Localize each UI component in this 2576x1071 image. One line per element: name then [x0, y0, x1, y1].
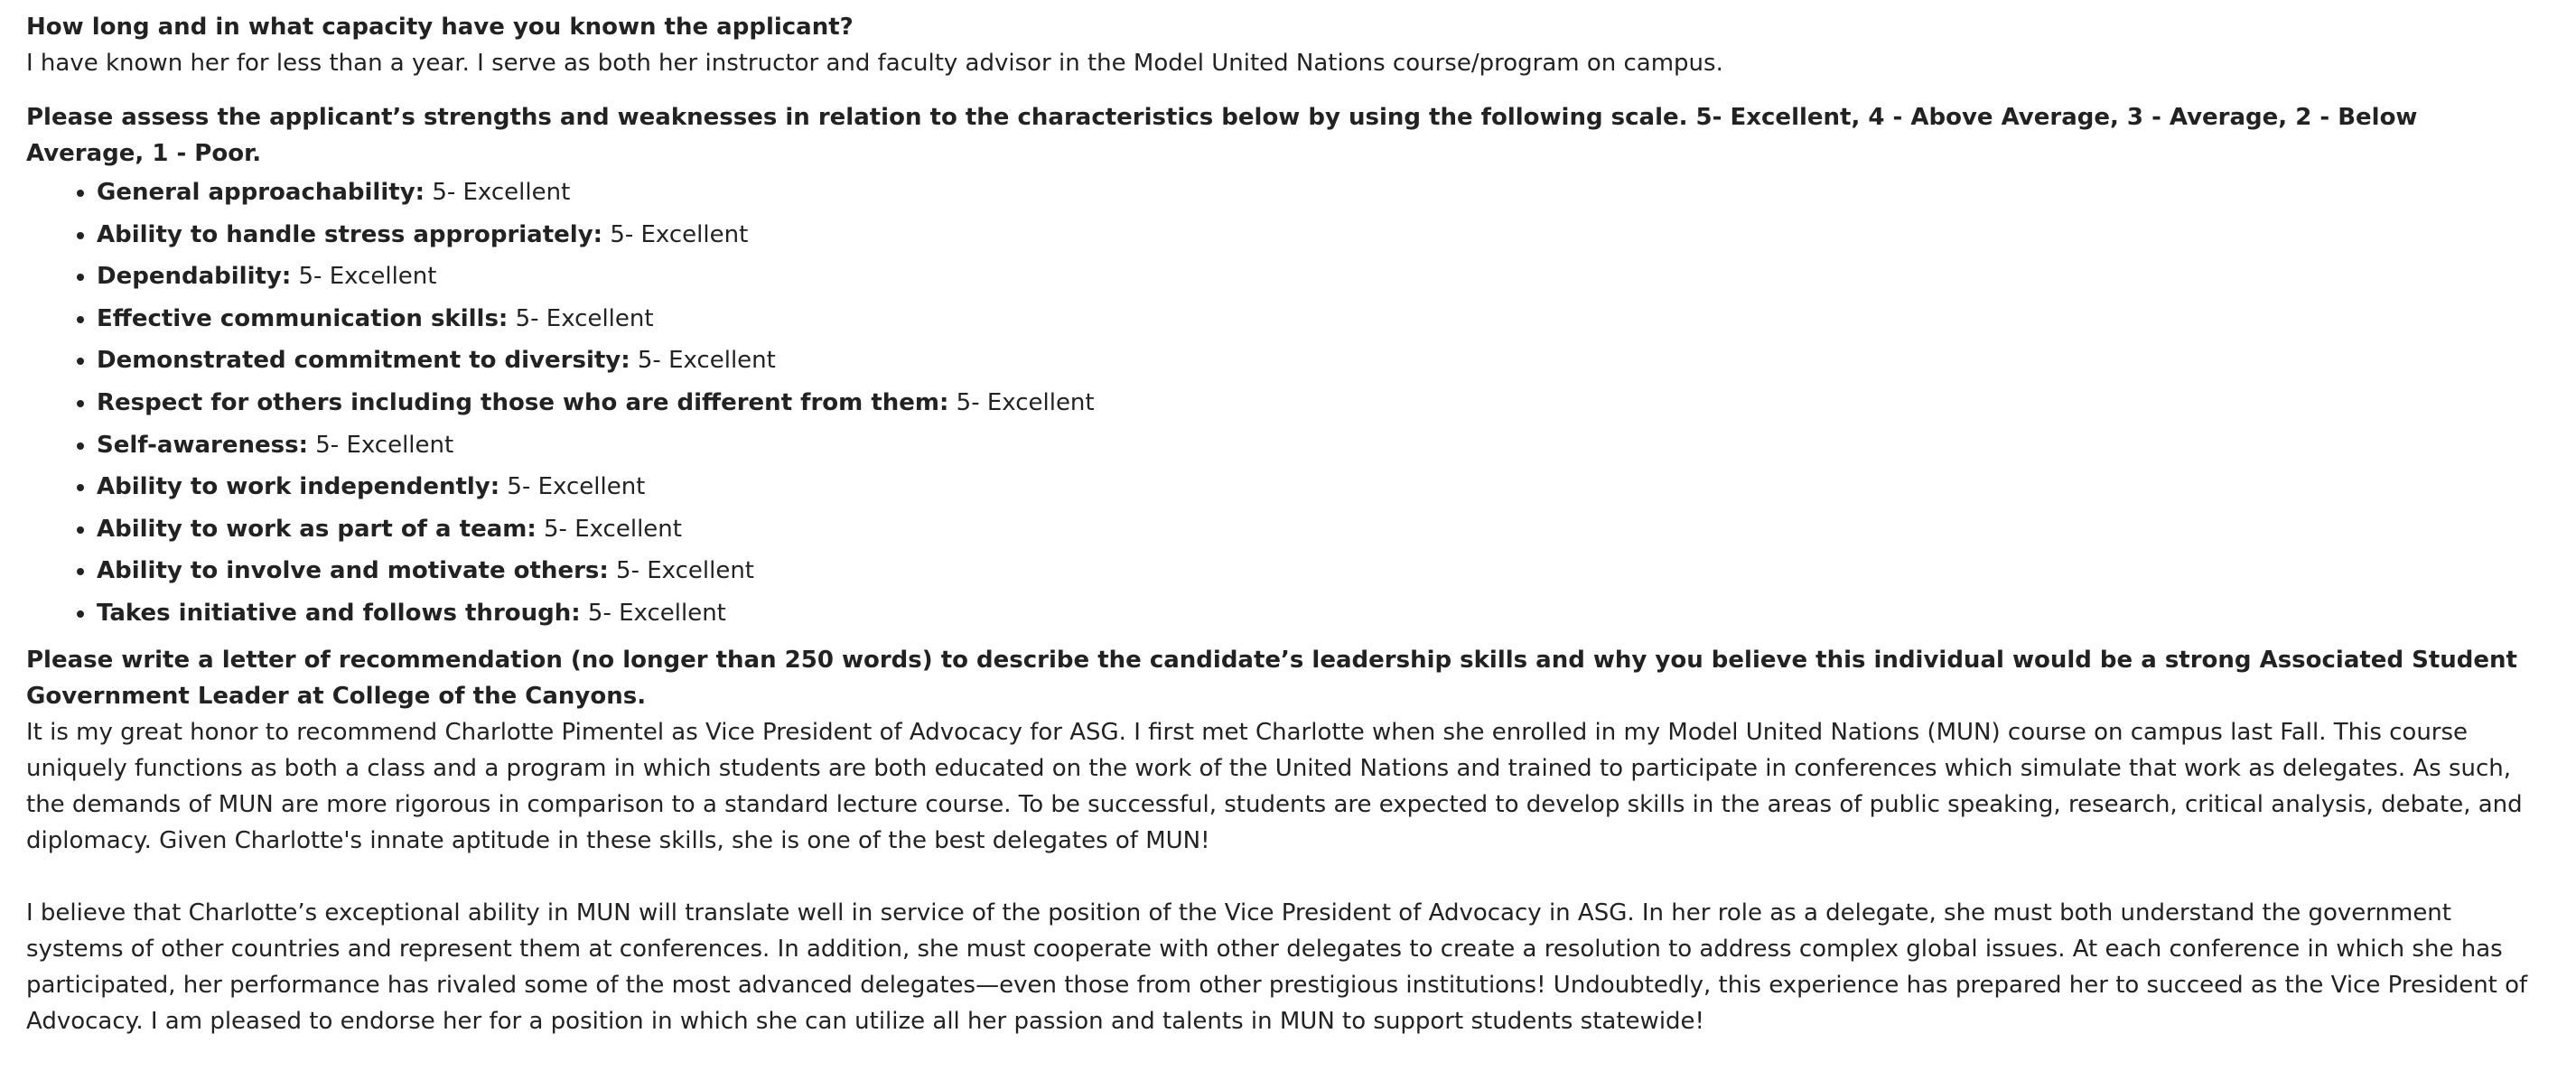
- rating-value: 5- Excellent: [956, 388, 1095, 416]
- rating-value: 5- Excellent: [507, 473, 646, 501]
- rating-value: 5- Excellent: [432, 179, 571, 206]
- question-recommendation-letter: Please write a letter of recommendation (no longer than 250 words) to describe the candidate’s leadership skills and why you believe this individual would be a strong Associated Student Government Leader at College of the Canyons.: [26, 646, 2517, 710]
- rating-value: 5- Excellent: [298, 263, 437, 291]
- list-item: [97, 214, 2529, 256]
- list-item: [97, 424, 2529, 467]
- list-item: [97, 508, 2529, 551]
- list-item: [97, 466, 2529, 508]
- rating-label: Effective communication skills:: [97, 304, 509, 332]
- rating-value: 5- Excellent: [610, 220, 749, 248]
- rating-value: 5- Excellent: [616, 557, 754, 585]
- question-assessment-scale: Please assess the applicant’s strengths and weaknesses in relation to the characteristics below by using the following scale. 5- Excellent, 4 - Above Average, 3 - Average, 2 - Below Average, 1 - Poor.: [26, 104, 2418, 167]
- rating-label: Respect for others including those who are different from them:: [97, 388, 949, 416]
- rating-label: Takes initiative and follows through:: [97, 599, 581, 627]
- ratings-list: [26, 172, 2529, 635]
- rating-value: 5- Excellent: [315, 431, 454, 459]
- letter-paragraph-2: I believe that Charlotte’s exceptional ability in MUN will translate well in service of the position of the Vice President of Advocacy in ASG. In her role as a delegate, she must both understand the government systems of other countries and represent them at conferences. In addition, she must cooperate with other delegates to create a resolution to address complex global issues. At each conference in which she has participated, her performance has rivaled some of the most advanced delegates—even those from other prestigious institutions! Undoubtedly, this experience has prepared her to succeed as the Vice President of Advocacy. I am pleased to endorse her for a position in which she can utilize all her passion and talents in MUN to support students statewide!: [26, 899, 2528, 1035]
- rating-label: Ability to involve and motivate others:: [97, 557, 609, 585]
- rating-value: 5- Excellent: [544, 515, 682, 543]
- rating-label: Ability to handle stress appropriately:: [97, 220, 603, 248]
- list-item: [97, 382, 2529, 424]
- letter-paragraph-1: It is my great honor to recommend Charlotte Pimentel as Vice President of Advocacy for ASG. I first met Charlotte when she enrolled in my Model United Nations (MUN) course on campus last Fall. This course uniquely functions as both a class and a program in which students are both educated on the work of the United Nations and trained to participate in conferences which simulate that work as delegates. As such, the demands of MUN are more rigorous in comparison to a standard lecture course. To be successful, students are expected to develop skills in the areas of public speaking, research, critical analysis, debate, and diplomacy. Given Charlotte's innate aptitude in these skills, she is one of the best delegates of MUN!: [26, 718, 2523, 854]
- rating-label: Dependability:: [97, 263, 292, 291]
- rating-label: Self-awareness:: [97, 431, 308, 459]
- list-item: [97, 592, 2529, 635]
- list-item: [97, 298, 2529, 340]
- rating-value: 5- Excellent: [515, 304, 654, 332]
- rating-value: 5- Excellent: [637, 347, 776, 375]
- rating-label: Ability to work independently:: [97, 473, 500, 501]
- list-item: [97, 550, 2529, 592]
- rating-label: General approachability:: [97, 179, 425, 206]
- rating-value: 5- Excellent: [587, 599, 726, 627]
- list-item: [97, 172, 2529, 214]
- rating-label: Demonstrated commitment to diversity:: [97, 347, 630, 375]
- list-item: [97, 256, 2529, 298]
- list-item: [97, 340, 2529, 382]
- question-capacity: How long and in what capacity have you known the applicant?: [26, 14, 854, 41]
- rating-label: Ability to work as part of a team:: [97, 515, 537, 543]
- answer-capacity: I have known her for less than a year. I serve as both her instructor and faculty advisor in the Model United Nations course/program on campus.: [26, 50, 1723, 77]
